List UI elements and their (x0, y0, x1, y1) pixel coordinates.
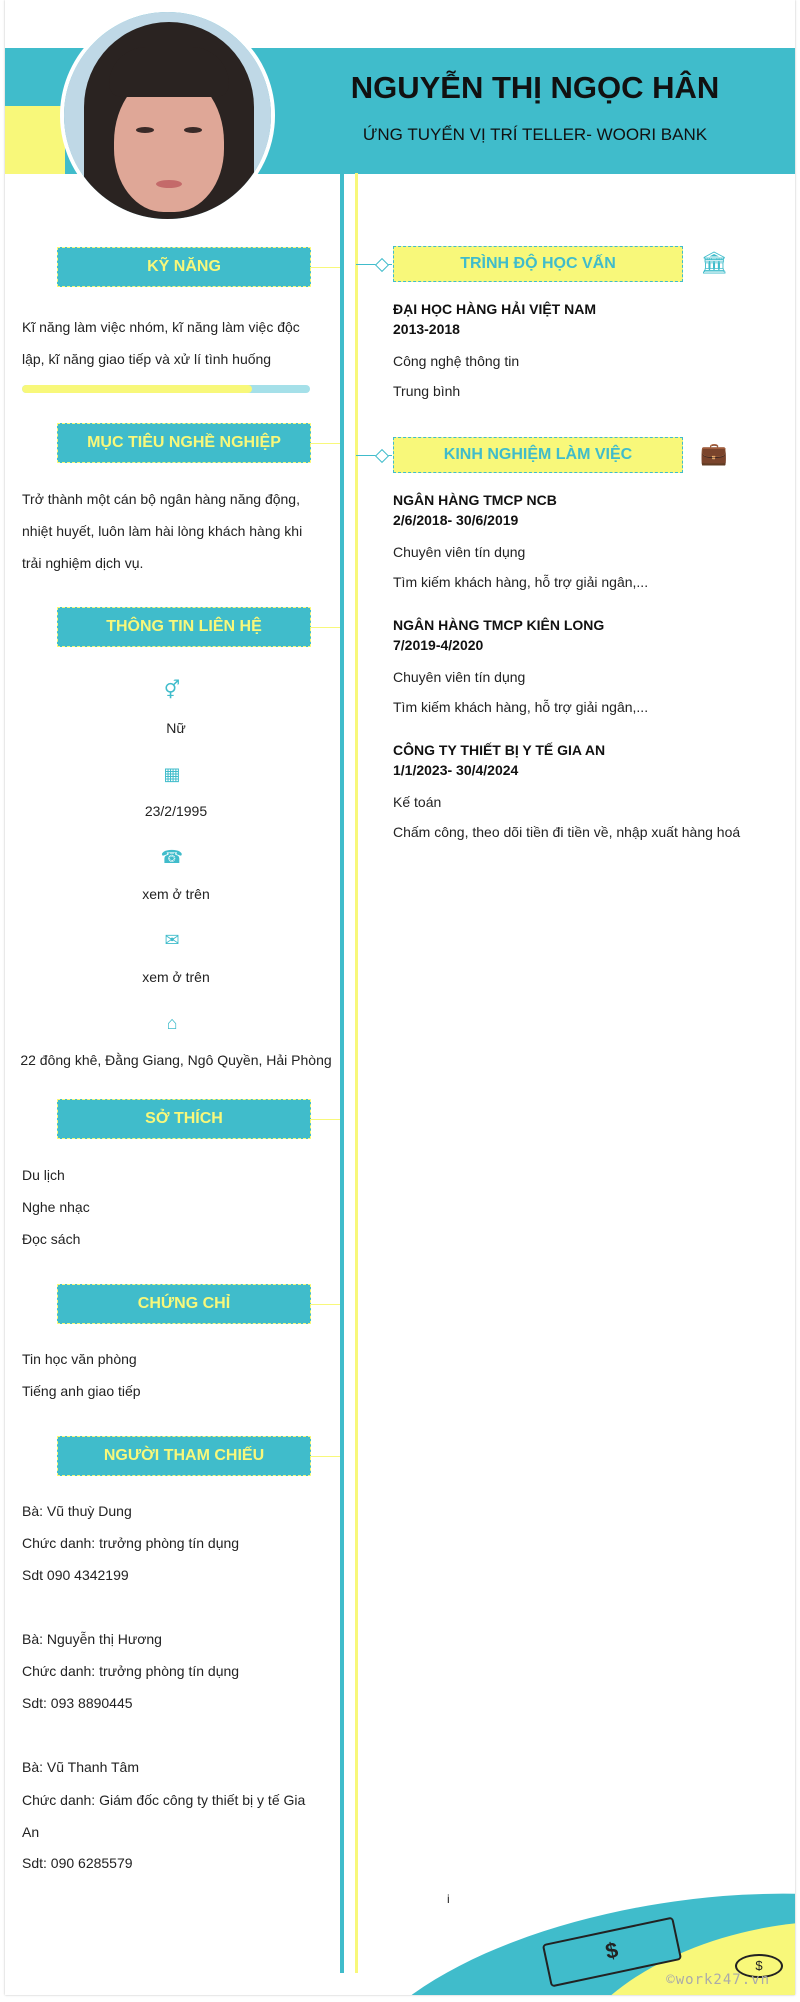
phone-icon: ☎ (160, 847, 184, 867)
skills-text: Kĩ năng làm việc nhóm, kĩ năng làm việc độc lập, kĩ năng giao tiếp và xử lí tình huống (22, 319, 300, 367)
objective-text: Trở thành một cán bộ ngân hàng năng động, nhiệt huyết, luôn làm hài lòng khách hàng khi trải nghiệm dịch vụ. (22, 491, 303, 571)
contact-heading: THÔNG TIN LIÊN HỆ (57, 607, 311, 647)
header-accent (5, 106, 65, 174)
money-icon: $ (542, 1917, 682, 1988)
experience-heading: KINH NGHIỆM LÀM VIỆC (393, 437, 683, 473)
job-role: Kế toán (393, 794, 442, 810)
certificate-item: Tin học văn phòng (22, 1351, 137, 1367)
contact-birthday: 23/2/1995 (144, 803, 208, 819)
watermark: ©work247.vn (666, 1972, 770, 1988)
contact-email: xem ở trên (142, 969, 210, 985)
profile-photo (60, 8, 275, 223)
candidate-name: NGUYỄN THỊ NGỌC HÂN (350, 70, 720, 105)
home-icon: ⌂ (166, 1013, 178, 1033)
reference-phone: Sdt: 093 8890445 (22, 1695, 133, 1711)
reference-role: Chức danh: Giám đốc công ty thiết bị y tế Gia An (22, 1792, 306, 1840)
job-description: Tìm kiếm khách hàng, hỗ trợ giải ngân,... (393, 574, 649, 590)
contact-address: 22 đông khê, Đằng Giang, Ngô Quyền, Hải Phòng (20, 1052, 332, 1068)
reference-name: Bà: Vũ Thanh Tâm (22, 1759, 139, 1775)
reference-name: Bà: Vũ thuỳ Dung (22, 1503, 132, 1519)
job-role: Chuyên viên tín dụng (393, 669, 526, 685)
hobbies-heading: SỞ THÍCH (57, 1099, 311, 1139)
job-company: CÔNG TY THIẾT BỊ Y TẾ GIA AN (393, 742, 606, 758)
job-period: 2/6/2018- 30/6/2019 (393, 512, 519, 528)
job-period: 1/1/2023- 30/4/2024 (393, 762, 519, 778)
applied-position: ỨNG TUYỂN VỊ TRÍ TELLER- WOORI BANK (362, 125, 708, 144)
objective-heading: MỤC TIÊU NGHỀ NGHIỆP (57, 423, 311, 463)
skill-level-bar (22, 385, 310, 393)
bank-icon: 🏛 (700, 250, 728, 275)
skills-heading: KỸ NĂNG (57, 247, 311, 287)
timeline-line-accent (355, 173, 358, 1973)
hobby-item: Nghe nhạc (22, 1199, 90, 1215)
cv-page (5, 0, 795, 1995)
timeline-line (340, 173, 344, 1973)
references-heading: NGƯỜI THAM CHIẾU (57, 1436, 311, 1476)
footer-mark: i (447, 1892, 450, 1906)
reference-name: Bà: Nguyễn thị Hương (22, 1631, 162, 1647)
calendar-icon: ▦ (163, 764, 181, 784)
hobby-item: Đọc sách (22, 1231, 81, 1247)
hobby-item: Du lịch (22, 1167, 65, 1183)
certificates-heading: CHỨNG CHỈ (57, 1284, 311, 1324)
contact-gender: Nữ (166, 720, 186, 736)
education-grade: Trung bình (393, 383, 461, 399)
job-company: NGÂN HÀNG TMCP NCB (393, 492, 557, 508)
education-period: 2013-2018 (393, 321, 460, 337)
education-major: Công nghệ thông tin (393, 353, 520, 369)
job-company: NGÂN HÀNG TMCP KIÊN LONG (393, 617, 605, 633)
job-role: Chuyên viên tín dụng (393, 544, 526, 560)
reference-phone: Sdt: 090 6285579 (22, 1855, 133, 1871)
mail-icon: ✉ (164, 930, 180, 950)
certificate-item: Tiếng anh giao tiếp (22, 1383, 141, 1399)
briefcase-icon: 💼 (700, 441, 728, 466)
coin-icon: $ (735, 1954, 783, 1978)
gender-icon: ⚥ (163, 680, 181, 700)
education-heading: TRÌNH ĐỘ HỌC VẤN (393, 246, 683, 282)
education-school: ĐẠI HỌC HÀNG HẢI VIỆT NAM (393, 301, 596, 317)
job-period: 7/2019-4/2020 (393, 637, 484, 653)
reference-role: Chức danh: trưởng phòng tín dụng (22, 1535, 240, 1551)
reference-phone: Sdt 090 4342199 (22, 1567, 129, 1583)
contact-phone: xem ở trên (142, 886, 210, 902)
reference-role: Chức danh: trưởng phòng tín dụng (22, 1663, 240, 1679)
job-description: Chấm công, theo dõi tiền đi tiền về, nhập xuất hàng hoá (393, 824, 741, 840)
job-description: Tìm kiếm khách hàng, hỗ trợ giải ngân,... (393, 699, 649, 715)
